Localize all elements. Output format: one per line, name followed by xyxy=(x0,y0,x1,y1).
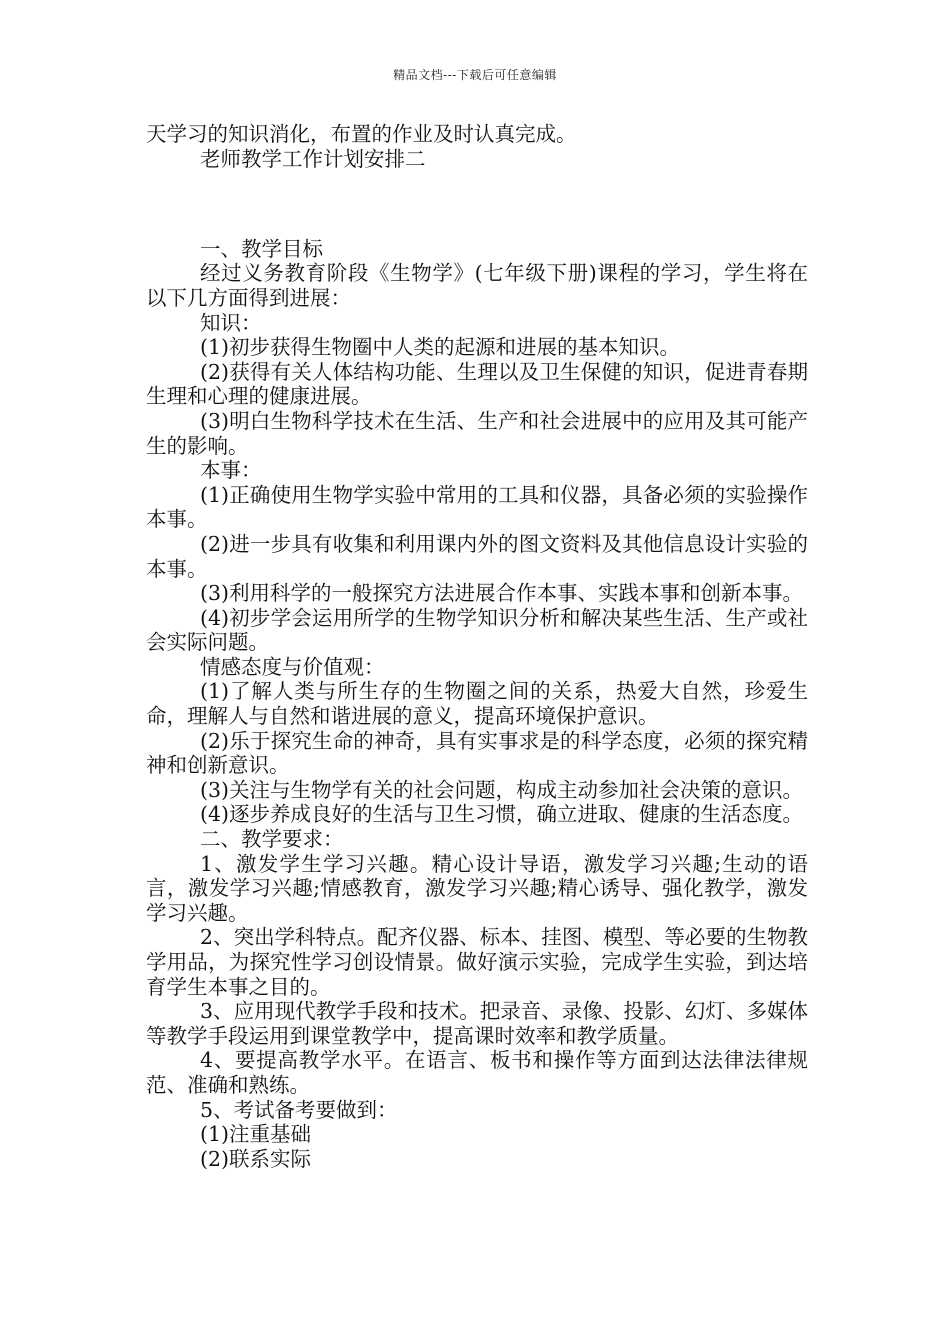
paragraph: 2、突出学科特点。配齐仪器、标本、挂图、模型、等必要的生物教学用品，为探究性学习创设情景。做好演示实验，完成学生实验，到达培育学生本事之目的。 xyxy=(146,925,808,999)
paragraph: (1)正确使用生物学实验中常用的工具和仪器，具备必须的实验操作本事。 xyxy=(146,482,808,532)
paragraph: 5、考试备考要做到： xyxy=(200,1097,398,1122)
page-header: 精品文档---下载后可任意编辑 xyxy=(393,68,557,82)
paragraph: (3)关注与生物学有关的社会问题，构成主动参加社会决策的意识。 xyxy=(200,777,804,802)
paragraph: (1)注重基础 xyxy=(200,1122,312,1147)
paragraph: 天学习的知识消化，布置的作业及时认真完成。 xyxy=(146,122,577,146)
paragraph: (2)获得有关人体结构功能、生理以及卫生保健的知识，促进青春期生理和心理的健康进展。 xyxy=(146,359,808,409)
paragraph: 老师教学工作计划安排二 xyxy=(200,146,426,171)
paragraph: 4、要提高教学水平。在语言、板书和操作等方面到达法律法律规范、准确和熟练。 xyxy=(146,1048,808,1097)
paragraph: 一、教学目标 xyxy=(200,236,323,261)
paragraph: 知识： xyxy=(200,310,262,335)
paragraph: 本事： xyxy=(200,458,262,483)
document-body xyxy=(146,122,808,1171)
paragraph: (4)逐步养成良好的生活与卫生习惯，确立进取、健康的生活态度。 xyxy=(200,802,804,827)
paragraph: 经过义务教育阶段《生物学》(七年级下册)课程的学习，学生将在以下几方面得到进展： xyxy=(146,261,808,310)
paragraph: (3)利用科学的一般探究方法进展合作本事、实践本事和创新本事。 xyxy=(200,581,804,606)
paragraph: 二、教学要求： xyxy=(200,827,344,852)
paragraph: (2)进一步具有收集和利用课内外的图文资料及其他信息设计实验的本事。 xyxy=(146,531,808,581)
paragraph: (2)联系实际 xyxy=(200,1146,312,1171)
paragraph: (2)乐于探究生命的神奇，具有实事求是的科学态度，必须的探究精神和创新意识。 xyxy=(146,728,808,778)
paragraph: (4)初步学会运用所学的生物学知识分析和解决某些生活、生产或社会实际问题。 xyxy=(146,605,808,655)
paragraph: 1、激发学生学习兴趣。精心设计导语，激发学习兴趣;生动的语言，激发学习兴趣;情感教育，激发学习兴趣;精心诱导、强化教学，激发学习兴趣。 xyxy=(146,851,808,925)
paragraph: (1)了解人类与所生存的生物圈之间的关系，热爱大自然，珍爱生命，理解人与自然和谐进展的意义，提高环境保护意识。 xyxy=(146,679,808,729)
paragraph: 3、应用现代教学手段和技术。把录音、录像、投影、幻灯、多媒体等教学手段运用到课堂教学中，提高课时效率和教学质量。 xyxy=(146,999,808,1048)
blank-line xyxy=(146,192,808,217)
paragraph: (3)明白生物科学技术在生活、生产和社会进展中的应用及其可能产生的影响。 xyxy=(146,408,808,458)
paragraph: (1)初步获得生物圈中人类的起源和进展的基本知识。 xyxy=(200,335,681,360)
paragraph: 情感态度与价值观： xyxy=(200,654,385,679)
